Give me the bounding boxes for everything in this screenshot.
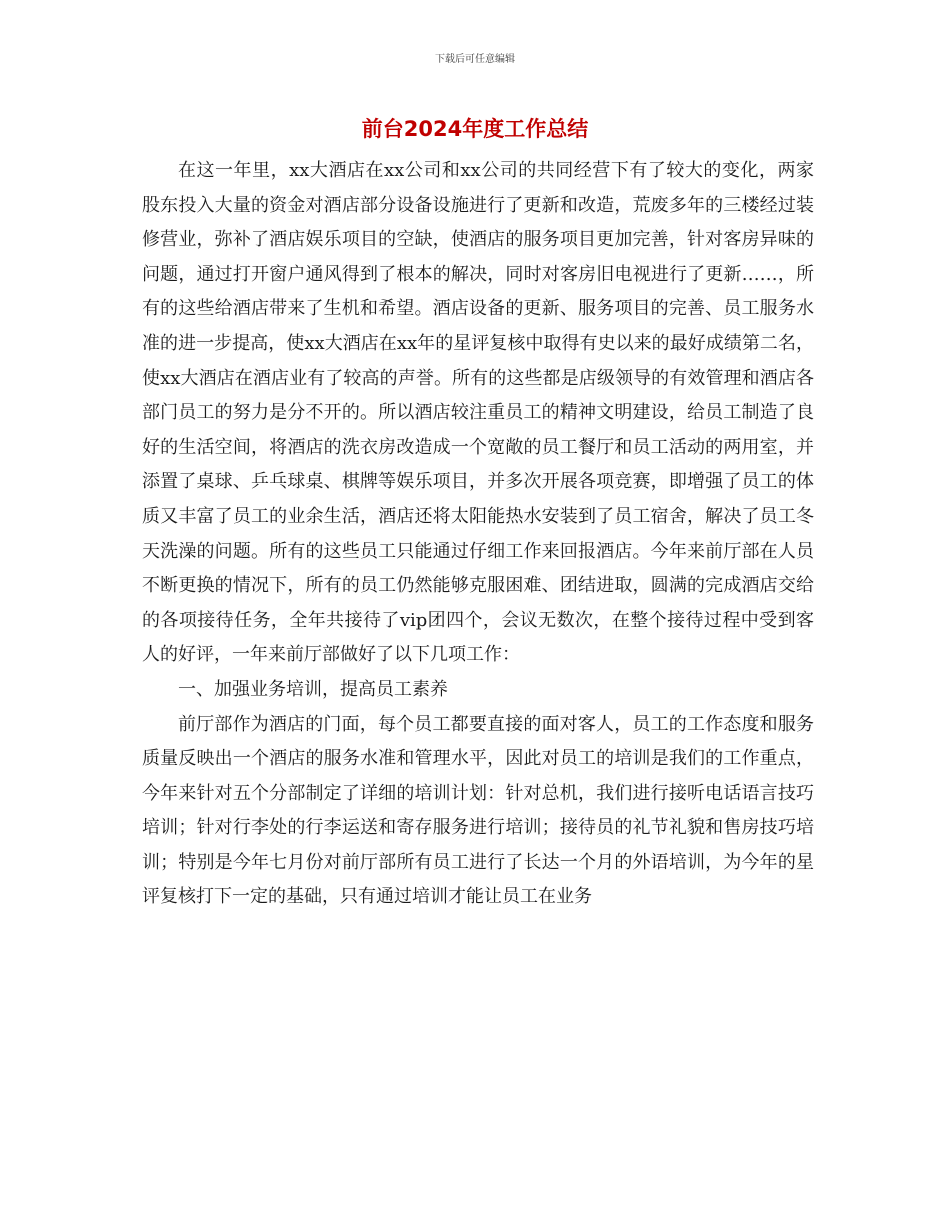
document-title: 前台2024年度工作总结 — [361, 117, 589, 141]
section-heading-training: 一、加强业务培训，提高员工素养 — [178, 678, 448, 700]
body-paragraph-training: 前厅部作为酒店的门面，每个员工都要直接的面对客人，员工的工作态度和服务质量反映出一个酒店的服务水准和管理水平，因此对员工的培训是我们的工作重点，今年来针对五个分部制定了详细的培训计划：针对总机，我们进行接听电话语言技巧培训；针对行李处的行李运送和寄存服务进行培训；接待员的礼节礼貌和售房技巧培训；特别是今年七月份对前厅部所有员工进行了长达一个月的外语培训，为今年的星评复核打下一定的基础，只有通过培训才能让员工在业务 — [142, 713, 814, 908]
body-paragraph-intro: 在这一年里，xx大酒店在xx公司和xx公司的共同经营下有了较大的变化，两家股东投入大量的资金对酒店部分设备设施进行了更新和改造，荒废多年的三楼经过装修营业，弥补了酒店娱乐项目的空缺，使酒店的服务项目更加完善，针对客房异味的问题，通过打开窗户通风得到了根本的解决，同时对客房旧电视进行了更新……，所有的这些给酒店带来了生机和希望。酒店设备的更新、服务项目的完善、员工服务水准的进一步提高，使xx大酒店在xx年的星评复核中取得有史以来的最好成绩第二名，使xx大酒店在酒店业有了较高的声誉。所有的这些都是店级领导的有效管理和酒店各部门员工的努力是分不开的。所以酒店较注重员工的精神文明建设，给员工制造了良好的生活空间，将酒店的洗衣房改造成一个宽敞的员工餐厅和员工活动的两用室，并添置了桌球、乒乓球桌、棋牌等娱乐项目，并多次开展各项竞赛，即增强了员工的体质又丰富了员工的业余生活，酒店还将太阳能热水安装到了员工宿舍，解决了员工冬天洗澡的问题。所有的这些员工只能通过仔细工作来回报酒店。今年来前厅部在人员不断更换的情况下，所有的员工仍然能够克服困难、团结进取，圆满的完成酒店交给的各项接待任务，全年共接待了vip团四个，会议无数次，在整个接待过程中受到客人的好评，一年来前厅部做好了以下几项工作： — [142, 160, 814, 666]
page-header-note: 下载后可任意编辑 — [435, 54, 515, 65]
document-body — [142, 154, 814, 915]
